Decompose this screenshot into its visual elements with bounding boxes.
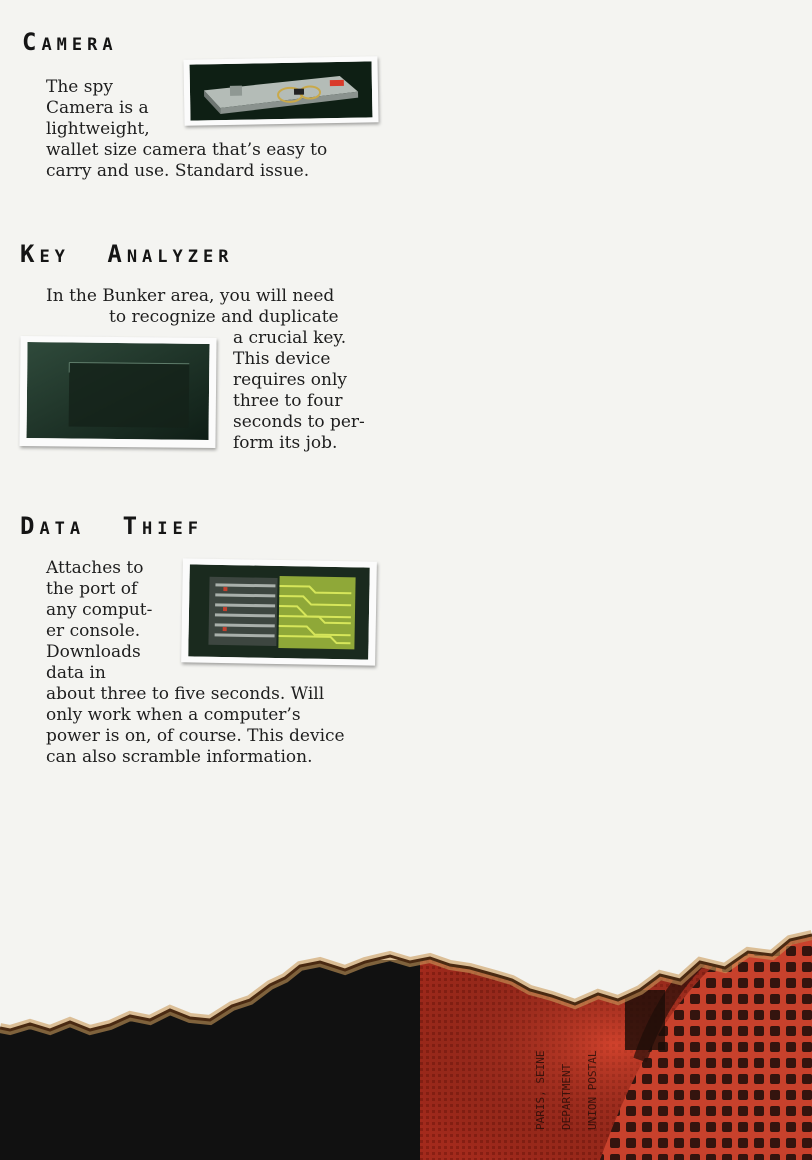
postal-stamp-text (520, 990, 630, 1140)
text-line: wallet size camera that’s easy to (46, 140, 328, 160)
text-line: In the Bunker area, you will need (46, 286, 335, 306)
text-line: to recognize and duplicate (109, 307, 339, 327)
text-line: Camera is a (46, 98, 149, 118)
camera-heading: Camera (22, 28, 118, 56)
text-line: can also scramble information. (46, 747, 313, 767)
text-line: a crucial key. (233, 328, 347, 348)
text-line: about three to five seconds. Will (46, 684, 325, 704)
text-line: seconds to per- (233, 412, 365, 432)
text-line: the port of (46, 579, 138, 599)
text-line: This device (233, 349, 331, 369)
stamp-line: PARIS, SEINE (534, 1050, 547, 1130)
spy-camera-icon (190, 61, 373, 120)
data-thief-photo (181, 558, 377, 665)
text-line: three to four (233, 391, 343, 411)
text-line: any comput- (46, 600, 153, 620)
text-line: requires only (233, 370, 347, 390)
camera-photo (183, 56, 378, 125)
text-line: lightweight, (46, 119, 150, 139)
text-line: power is on, of course. This device (46, 726, 345, 746)
text-line: The spy (46, 77, 113, 97)
stamp-line: UNION POSTAL (586, 1050, 599, 1130)
key-analyzer-screen-icon (27, 342, 210, 440)
text-line: form its job. (233, 433, 338, 453)
text-line: Downloads (46, 642, 141, 662)
text-line: er console. (46, 621, 141, 641)
text-line: only work when a computer’s (46, 705, 301, 725)
data-thief-heading: Data Thief (20, 512, 203, 540)
key-analyzer-heading: Key Analyzer (20, 240, 234, 268)
circuit-board-icon (188, 564, 370, 659)
text-line: Attaches to (46, 558, 144, 578)
key-analyzer-description-wrap (233, 328, 365, 454)
key-analyzer-description-top (46, 286, 334, 307)
key-analyzer-description-indent (109, 307, 339, 328)
stamp-line: DEPARTMENT (560, 1063, 573, 1130)
key-analyzer-photo (19, 336, 216, 448)
text-line: data in (46, 663, 106, 683)
text-line: carry and use. Standard issue. (46, 161, 310, 181)
